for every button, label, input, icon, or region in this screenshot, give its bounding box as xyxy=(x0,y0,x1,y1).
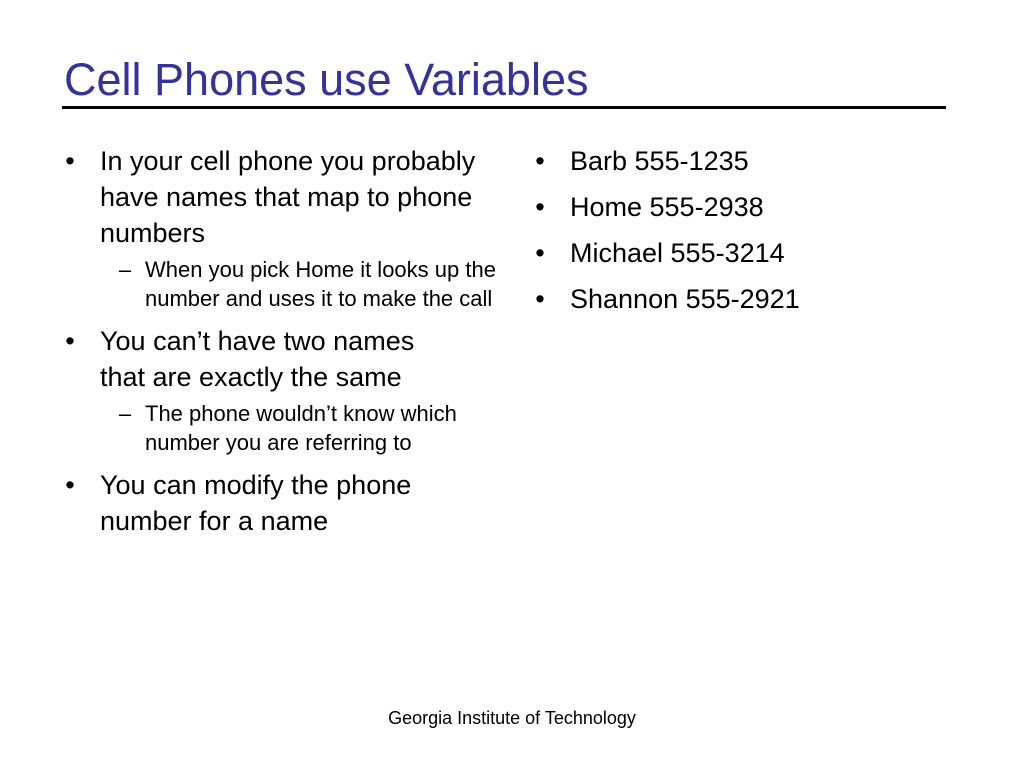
contact-item xyxy=(528,235,948,271)
dash-icon: – xyxy=(118,401,132,426)
bullet-text: In your cell phone you probably have names that map to phone numbers xyxy=(100,146,476,248)
sub-bullet-text: The phone wouldn’t know which number you are referring to xyxy=(145,401,457,455)
left-bullet-column xyxy=(58,143,508,549)
contact-item xyxy=(528,143,948,179)
dash-icon: – xyxy=(118,257,132,282)
title-underline xyxy=(62,106,946,109)
bullet-item xyxy=(58,467,508,539)
contact-item xyxy=(528,281,948,317)
bullet-icon: • xyxy=(535,192,545,222)
bullet-icon: • xyxy=(65,470,75,500)
right-bullet-column xyxy=(528,143,948,327)
bullet-icon: • xyxy=(535,146,545,176)
sub-bullet-item xyxy=(116,399,475,457)
bullet-text: You can’t have two names that are exactly the same xyxy=(100,326,415,392)
contact-text: Shannon 555-2921 xyxy=(570,284,800,314)
contact-text: Michael 555-3214 xyxy=(570,238,785,268)
sub-bullet-item xyxy=(116,255,508,313)
contact-text: Home 555-2938 xyxy=(570,192,764,222)
slide-title: Cell Phones use Variables xyxy=(64,54,589,105)
bullet-text: You can modify the phone number for a name xyxy=(100,470,412,536)
footer-text: Georgia Institute of Technology xyxy=(388,708,636,728)
contact-text: Barb 555-1235 xyxy=(570,146,749,176)
slide-footer xyxy=(0,706,1024,730)
sub-bullet-text: When you pick Home it looks up the number and uses it to make the call xyxy=(145,257,496,311)
bullet-icon: • xyxy=(535,238,545,268)
contact-item xyxy=(528,189,948,225)
bullet-item xyxy=(58,143,508,313)
bullet-icon: • xyxy=(535,284,545,314)
bullet-icon: • xyxy=(65,146,75,176)
bullet-icon: • xyxy=(65,326,75,356)
bullet-item xyxy=(58,323,508,457)
